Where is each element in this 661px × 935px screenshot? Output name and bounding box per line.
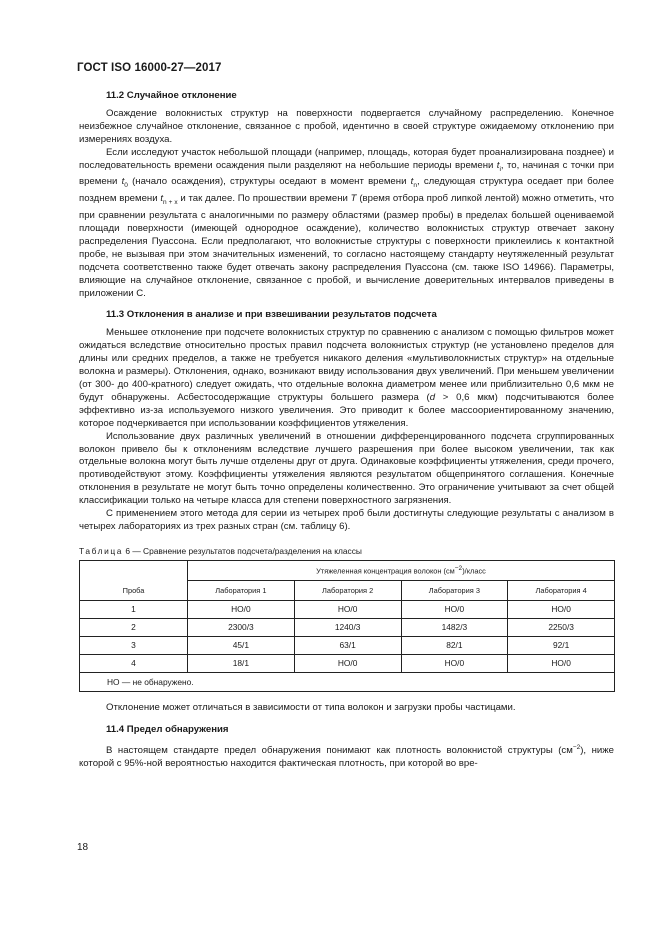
paragraph-11-4-1: В настоящем стандарте предел обнаружения понимают как плотность волокнистой структуры $(см^{-2})$, ниже которой с 95%-ной вероятностью находится фактическая плотность, при которой во вре- [79,743,615,769]
cell-sample: 4 [80,654,188,672]
cell-value: НО/0 [401,600,508,618]
col-sample: Проба [80,580,188,600]
col-lab-4: Лаборатория 4 [508,580,615,600]
cell-value: НО/0 [401,654,508,672]
cell-value: НО/0 [294,600,401,618]
table-header-row [80,560,615,580]
table-row [80,600,615,618]
table-row [80,654,615,672]
cell-value: 92/1 [508,636,615,654]
cell-value: НО/0 [294,654,401,672]
cell-value: 2300/3 [188,618,295,636]
heading-11-2: 11.2 Случайное отклонение [106,90,237,101]
paragraph-11-3-1: Меньшее отклонение при подсчете волокнистых структур по сравнению с анализом с помощью фильтров может ожидаться вследствие относительно простых правил подсчета волокнистых структур (не установлено пределов для длины или средних пределов, а также не требуется никакого деления «мультиволокнистых структур» на отдельные волокна и размеры). Отклонения, однако, возникают ввиду использования двух увеличений. При меньшем увеличении (от 300- до 400-кратного) следует ожидать, что отдельные волокна диаметром менее или приблизительно 0,6 мкм не будут обнаружены. Асбестосодержащие структуры большего размера (d > 0,6 мкм) подсчитываются более эффективно из-за используемого низкого увеличения. Это приводит к более массоориентированному значению, которое подчеркивается при использовании коэффициентов утяжеления. [79,327,614,429]
cell-value: НО/0 [508,600,615,618]
results-table [79,560,615,692]
cell-value: 45/1 [188,636,295,654]
cell-sample: 1 [80,600,188,618]
col-lab-2: Лаборатория 2 [294,580,401,600]
group-header: Утяжеленная концентрация волокон $(см^{-2})$/класс [188,560,615,580]
cell-value: 18/1 [188,654,295,672]
paragraph-11-3-3: С применением этого метода для серии из четырех проб были достигнуты следующие результаты с анализом в четырех лабораториях из трех разных стран (см. таблицу 6). [79,508,614,532]
table-caption: Таблица 6 — Сравнение результатов подсчета/разделения на классы [79,545,362,556]
paragraph-11-3-2: Использование двух различных увеличений в отношении дифференцированного подсчета сгруппированных волокон привело бы к отклонениям вследствие лучшего разрешения при более высоком увеличении, так как отдельные волокна могут быть лучше отделены друг от друга. Одинаковые коэффициенты утяжеления, среди прочего, противодействуют этому. Коэффициенты утяжеления являются результатом общепринятого соглашения. Конечные отклонения в результате не могут быть точно определены количественно. Это ограничение учитывают за счет общей классификации только на четыре класса для степени поверхностного загрязнения. [79,430,614,507]
cell-value: 82/1 [401,636,508,654]
paragraph-11-2-2: Если исследуют участок небольшой площади (например, площадь, которая будет проанализирована позднее) и последовательность времени осаждения пыли разделяют на небольшие периоды времени $t_i$, то, начиная с точки при времени $t_0$ (начало осаждения), структуры оседают в момент времени $t_n$, следующая структура оседает при более позднем времени $t_{n + x}$ и так далее. По прошествии времени T (время отбора проб липкой лентой) можно отметить, что при сравнении результата с аналогичными по размеру областями (размер пробы) в пределах большей оцениваемой площади поверхности (имеющей однородное осаждение), количество волокнистых структур отвечает закону распределения Пуассона. Если предполагают, что волокнистые структуры с поверхности приклеились к контактной пробе, не вызывая при этом значительных изменений, то согласно настоящему стандарту неутяжеленный результат подсчета соответственно также будет отвечать закону распределения Пуассона (см. также ISO 14966). Параметры, влияющие на случайное отклонение, связанное с пробой, и вычисление доверительных интервалов приведены в приложении С. [79,146,614,299]
table-row [80,636,615,654]
col-lab-3: Лаборатория 3 [401,580,508,600]
cell-sample: 2 [80,618,188,636]
table-note: НО — не обнаружено. [80,672,615,691]
cell-value: НО/0 [508,654,615,672]
cell-value: 1240/3 [294,618,401,636]
page-content [79,90,614,771]
page-number: 18 [77,842,89,853]
paragraph-11-2-1: Осаждение волокнистых структур на поверхности подвергается случайному распределению. Конечное неизбежное случайное отклонение, связанное с пробой, идентично в своей структуре ожидаемому отклонению при измерениях воздуха. [79,108,614,145]
heading-11-4: 11.4 Предел обнаружения [106,723,229,735]
table-note-row [80,672,615,691]
paragraph-after-table: Отклонение может отличаться в зависимости от типа волокон и загрузки пробы частицами. [106,701,516,713]
heading-11-3: 11.3 Отклонения в анализе и при взвешивании результатов подсчета [106,309,437,321]
col-lab-1: Лаборатория 1 [188,580,295,600]
cell-value: 1482/3 [401,618,508,636]
cell-value: 63/1 [294,636,401,654]
cell-value: НО/0 [188,600,295,618]
corner-cell [80,560,188,580]
cell-sample: 3 [80,636,188,654]
table-row [80,618,615,636]
standard-header: ГОСТ ISO 16000-27—2017 [77,62,222,74]
cell-value: 2250/3 [508,618,615,636]
table-subheader-row [80,580,615,600]
